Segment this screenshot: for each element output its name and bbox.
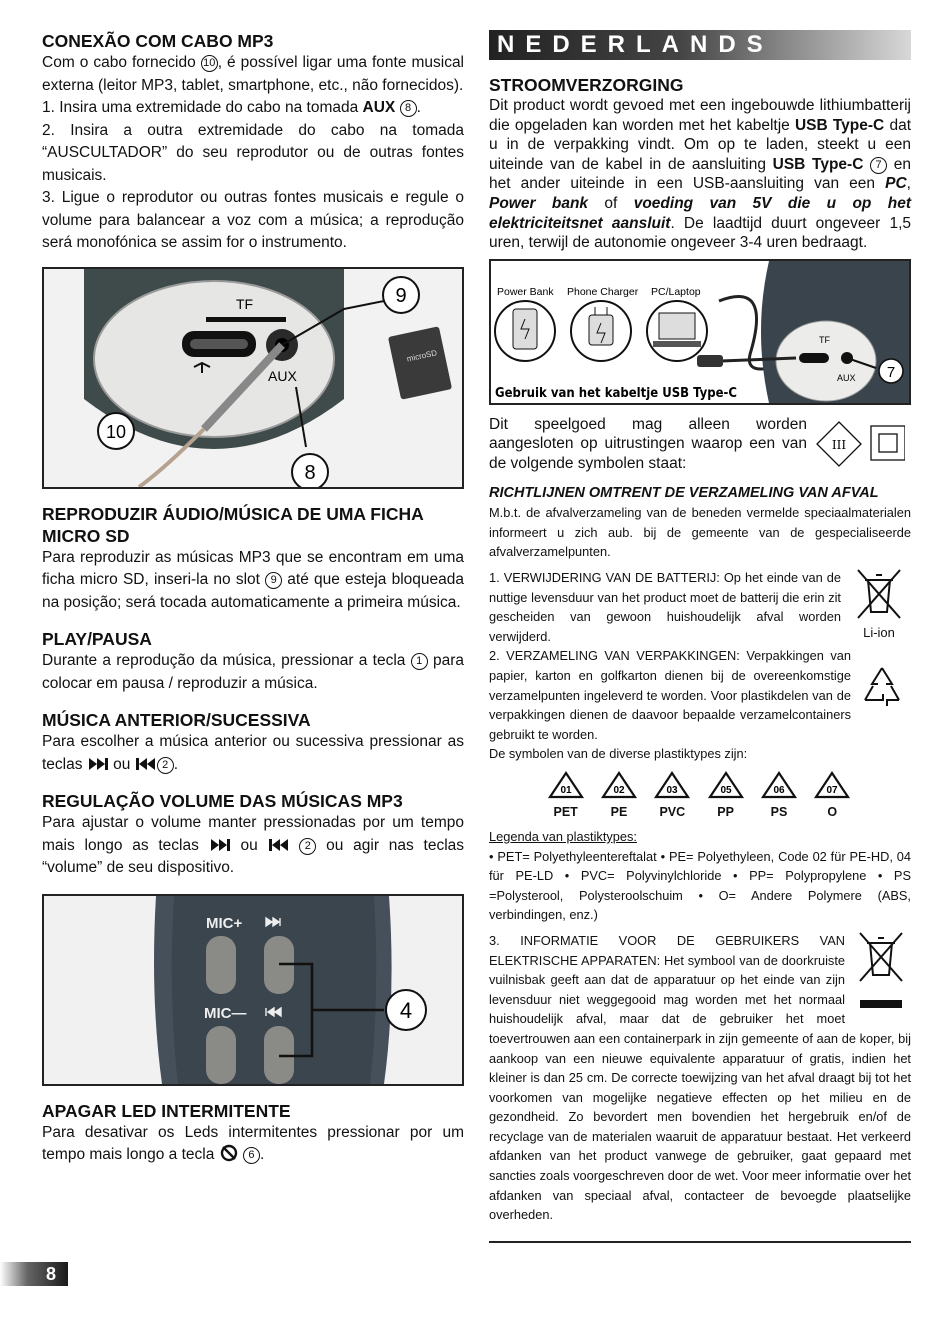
section-mp3-cable [42, 30, 464, 255]
battery-symbol [849, 568, 909, 646]
section-title: MÚSICA ANTERIOR/SUCESSIVA [42, 710, 311, 730]
text: ou [113, 755, 131, 773]
text: Com o cabo fornecido [42, 54, 196, 71]
microsd-card-label: microSD [405, 347, 438, 364]
section-title: APAGAR LED INTERMITENTE [42, 1100, 291, 1121]
next-track-icon [87, 756, 109, 772]
recycle-triangle-icon [599, 770, 639, 800]
section-volume [42, 790, 464, 880]
mic-plus-label: MIC+ [206, 914, 243, 932]
plastic-label: PP [717, 804, 734, 819]
mic-buttons-illustration [44, 896, 462, 1084]
callout-8: 8 [304, 461, 316, 484]
previous-track-icon [135, 756, 157, 772]
plastic-symbol [597, 770, 641, 819]
text: Durante a reprodução da música, pressionar a tecla [42, 652, 406, 669]
legend-title: Legenda van plastiktypes: [489, 828, 637, 844]
list-item: 2. Insira a outra extremidade do cabo na tomada “AUSCULTADOR” do seu reprodutor ou de outras fontes musicais. [42, 121, 464, 184]
page-number: 8 [45, 1264, 56, 1284]
weee-block [489, 931, 911, 1225]
weee-text: 3. INFORMATIE VOOR DE GEBRUIKERS VAN ELEKTRISCHE APPARATEN: Het symbool van de doorkruiste vuilnisbak geeft aan dat de apparatuur op het einde van zijn levensduur niet weggegooid mag worden met het normaal huishoudelijk afval, maar dat de gebruiker het moet toevertrouwen aan een containerpark in zijn gemeente of aan de koper, bij aankoop van een nieuwe equivalente apparatuur of gratis, indien het kleiner is dan 25 cm. De correcte toewijzing van het afval draagt bij tot het voorkomen van mogelijke negatieve effecten op het milieu en de gezondheid. Zo bevordert men bovendien het hergebruik en/of de recyclage van de materialen waaruit de apparatuur bestaat. Het verkeerd afdanken van het product vanwege de gebruiker, gaat gepaard met sancties zoals voorgeschreven door de wet. Voor meer informatie over het afdanken van speciaal afval, contacteer de bevoegde plaatselijke overheden. [489, 932, 911, 1223]
plastic-symbol [810, 770, 854, 819]
liion-label: Li-ion [863, 625, 895, 641]
text: , é possível ligar uma fonte musical externa (leitor MP3, tablet, smartphone, etc., não fornecidos). [42, 54, 465, 94]
power-bank-label: Power Bank [497, 285, 554, 298]
section-title: REGULAÇÃO VOLUME DAS MÚSICAS MP3 [42, 791, 403, 811]
text: . [259, 1146, 265, 1163]
recycle-triangle-icon [759, 770, 799, 800]
plastic-symbols [539, 770, 859, 819]
text: , [906, 175, 911, 193]
plastic-code: 06 [773, 784, 785, 796]
class-iii-label: III [831, 438, 847, 452]
crossed-bin-icon [856, 568, 902, 620]
text: Para desativar os Leds intermitentes pressionar por um tempo mais longo a tecla [42, 1123, 464, 1163]
text: dat u in de verpakking vindt. Om op te laden, steekt u een uiteinde van de kabel in de aansluiting [489, 116, 912, 173]
callout-number: 9 [265, 572, 282, 589]
callout-10: 10 [105, 421, 127, 442]
class-symbols [815, 418, 905, 470]
figure-aux-port [42, 267, 464, 489]
section-play-pause [42, 628, 464, 695]
callout-number: 1 [411, 653, 428, 670]
tf-label: TF [236, 295, 254, 312]
aux-label: AUX [837, 372, 856, 383]
callout-number: 6 [243, 1147, 260, 1164]
packaging-text: 2. VERZAMELING VAN VERPAKKINGEN: Verpakkingen van papier, karton en golfkarton dienen bij de overeenkomstige verzamelpunten ingeleverd te worden. Voor plastikdelen van de verpakkingen dienen de daavoor bepaalde verzamelcontainers gebruikt te worden. [489, 648, 851, 742]
recycle-icon [857, 662, 907, 712]
plastic-code: 02 [613, 784, 625, 796]
section-prev-next [42, 709, 464, 776]
toy-text: Dit speelgoed mag alleen worden aangesloten op uitrustingen waarop een van de volgende symbolen staat: [489, 415, 807, 472]
figure-usb-charging [489, 259, 911, 405]
waste-intro: M.b.t. de afvalverzameling van de beneden vermelde speciaalmaterialen informeert u zich aub. bij de gemeente van de gespecialiseerde afvalverzamelpunten. [489, 505, 911, 560]
plastic-code: 07 [826, 784, 838, 796]
recycle-triangle-icon [812, 770, 852, 800]
mic-minus-label: MIC— [204, 1004, 247, 1022]
bold-text: USB Type-C [772, 155, 864, 173]
divider [489, 1241, 911, 1243]
battery-block [489, 568, 911, 646]
callout-4: 4 [399, 997, 413, 1023]
text: Para reproduzir as músicas MP3 que se encontram em uma ficha micro SD, inseri-la no slot [42, 548, 464, 588]
led-off-icon [219, 1144, 239, 1162]
class-ii-outer-icon [871, 426, 905, 460]
section-title: REPRODUZIR ÁUDIO/MÚSICA DE UMA FICHA MICRO SD [42, 503, 424, 546]
bold-italic-text: voeding van 5V die u op het elektriciteitsnet aansluit [489, 194, 911, 232]
tf-label: TF [819, 334, 830, 345]
battery-text: 1. VERWIJDERING VAN DE BATTERIJ: Op het einde van de nuttige levensduur van het product moet de batterij die erin zit gescheiden van gewoon huishoudelijk afval worden verwijderd. [489, 570, 841, 644]
class-ii-inner-icon [879, 434, 897, 452]
callout-9: 9 [395, 284, 407, 307]
text: . [416, 99, 421, 116]
section-title: RICHTLIJNEN OMTRENT DE VERZAMELING VAN AFVAL [489, 485, 879, 502]
plastic-symbol [757, 770, 801, 819]
callout-number: 7 [870, 157, 887, 174]
text: en het ander uiteinde in een USB-aansluiting van een [489, 155, 912, 193]
previous-track-icon [268, 837, 290, 853]
list-item: 3. Ligue o reprodutor ou outras fontes musicais e regule o volume para balancear a voz com a música; a reprodução será monofónica se assim for o instrumento. [42, 189, 464, 251]
section-title: PLAY/PAUSA [42, 629, 152, 649]
plastic-symbol [544, 770, 588, 819]
packaging-block [489, 646, 911, 744]
section-micro-sd [42, 503, 464, 615]
recycle-triangle-icon [706, 770, 746, 800]
plastic-label: PE [610, 804, 628, 819]
list-item: 1. Insira uma extremidade do cabo na tomada [42, 99, 359, 116]
plastic-label: O [827, 804, 838, 819]
plastic-types-intro: De symbolen van de diverse plastiktypes zijn: [489, 746, 748, 762]
plastic-code: 03 [666, 784, 678, 796]
aux-port-illustration [44, 269, 462, 487]
callout-number: 2 [299, 838, 316, 855]
toy-notice [489, 415, 911, 474]
text: . [173, 755, 178, 773]
plastic-code: 01 [560, 784, 572, 796]
plastic-label: PS [770, 804, 788, 819]
page-number-tab [0, 1262, 68, 1286]
aux-label: AUX [268, 367, 297, 384]
legend-text: • PET= Polyethyleentereftalat • PE= Polyethyleen, Code 02 für PE-HD, 04 für PE-LD • PVC= Polyvinylchloride • PP= Polypropylene • PS =Polysterool, Polysteroolschuim • O= Andere Polymere (ABS, verbindingen, enz.) [489, 848, 911, 923]
text: . De laadtijd duurt ongeveer 1,5 uren, terwijl de autonomie ongeveer 3-4 uren bedraagt. [489, 214, 912, 252]
text: of [604, 194, 618, 212]
text: ou [240, 836, 258, 854]
section-title: CONEXÃO COM CABO MP3 [42, 31, 274, 51]
pc-laptop-label: PC/Laptop [651, 285, 701, 298]
section-power-supply [489, 74, 911, 253]
bold-text: USB Type-C [794, 116, 885, 134]
weee-symbol [851, 931, 911, 1019]
text: Dit product wordt gevoed met een ingebouwde lithiumbatterij die opgeladen kan worden met het kabeltje [489, 97, 911, 134]
plastic-symbol [704, 770, 748, 819]
recycle-triangle-icon [546, 770, 586, 800]
bold-text: AUX [362, 99, 396, 116]
usb-charging-illustration [491, 261, 909, 403]
phone-charger-label: Phone Charger [567, 285, 639, 298]
text: ou agir nas teclas “volume” de seu dispositivo. [42, 836, 465, 876]
plastic-symbol [650, 770, 694, 819]
figure-caption: Gebruik van het kabeltje USB Type-C [495, 385, 737, 401]
text: Para escolher a música anterior ou sucessiva pressionar as teclas [42, 733, 464, 773]
recycle-triangle-icon [652, 770, 692, 800]
bold-italic-text: PC [885, 175, 907, 193]
weee-bar [860, 1000, 902, 1008]
right-column [489, 30, 911, 1243]
crossed-bin-icon [858, 931, 904, 983]
bold-italic-text: Power bank [489, 194, 589, 212]
text: Para ajustar o volume manter pressionadas por um tempo mais longo as teclas [42, 814, 464, 854]
text: para colocar em pausa / reproduzir a música. [42, 652, 465, 692]
callout-number: 2 [157, 757, 174, 774]
plastic-label: PET [553, 804, 578, 819]
left-column [42, 30, 464, 1167]
next-track-icon [209, 837, 231, 853]
plastic-code: 05 [720, 784, 732, 796]
section-waste [489, 483, 911, 1243]
section-led [42, 1100, 464, 1167]
section-title: STROOMVERZORGING [489, 75, 684, 95]
callout-7: 7 [886, 363, 896, 381]
plastic-label: PVC [659, 804, 686, 819]
figure-mic-buttons [42, 894, 464, 1086]
language-banner: NEDERLANDS [489, 30, 911, 60]
callout-number: 10 [201, 55, 218, 72]
text: até que esteja bloqueada na posição; será tocada automaticamente a primeira música. [42, 571, 464, 611]
callout-number: 8 [400, 100, 417, 117]
